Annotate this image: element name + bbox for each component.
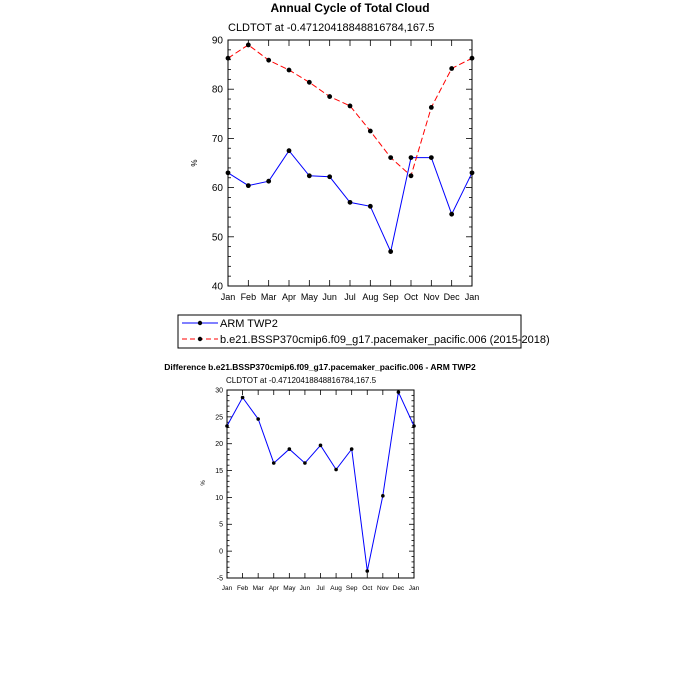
chart1-series-0-point xyxy=(449,212,454,217)
chart1-series-0-point xyxy=(287,148,292,153)
chart1-series-1-point xyxy=(348,104,353,109)
chart1-ytick-label: 50 xyxy=(211,232,223,244)
chart2-xtick-label: Sep xyxy=(345,585,358,592)
chart1-series-0-point xyxy=(388,249,393,254)
chart2-xtick-label: Jan xyxy=(408,585,420,592)
chart2-series-0-point xyxy=(365,569,369,573)
chart1-ytick-label: 40 xyxy=(211,281,223,293)
legend-label-model: b.e21.BSSP370cmip6.f09_g17.pacemaker_pacific.006 (2015-2018) xyxy=(220,334,550,346)
chart1-ytick-label: 80 xyxy=(211,84,223,96)
chart2-ytick-label: 30 xyxy=(215,387,223,395)
chart1-series-0-point xyxy=(429,155,434,160)
chart1-series-0-point xyxy=(409,155,414,160)
chart1-series-line-1 xyxy=(228,45,472,176)
chart2-xtick-label: Apr xyxy=(268,585,279,592)
chart1-xtick-label: Sep xyxy=(382,292,399,302)
chart1-series-1-point xyxy=(307,80,312,85)
legend-label-arm: ARM TWP2 xyxy=(220,318,278,330)
chart1-series-1-point xyxy=(266,58,271,63)
chart1-series-1-point xyxy=(449,66,454,71)
chart2-xtick-label: Aug xyxy=(330,585,342,592)
chart1-xtick-label: Jan xyxy=(464,292,480,302)
chart2-xtick-label: Feb xyxy=(236,585,249,592)
chart1-xtick-label: Jul xyxy=(344,292,356,302)
chart1-xtick-label: Jun xyxy=(322,292,337,302)
chart1-series-0-point xyxy=(348,200,353,205)
chart2-ytick-label: 15 xyxy=(215,468,223,476)
chart1-series-1-point xyxy=(368,129,373,134)
chart2-xtick-label: Mar xyxy=(252,585,264,592)
chart2-ytick-label: 0 xyxy=(219,548,223,556)
chart2-ytick-label: -5 xyxy=(216,575,223,583)
chart2-series-0-point xyxy=(412,424,416,428)
chart2-series-0-point xyxy=(225,424,229,428)
chart1-series-1-point xyxy=(388,155,393,160)
chart2-series-0-point xyxy=(272,461,276,465)
chart1-ytick-label: 60 xyxy=(211,183,223,195)
chart1-xtick-label: Nov xyxy=(423,292,440,302)
chart2-series xyxy=(225,390,416,572)
chart1-series-0-point xyxy=(266,179,271,184)
chart2-plot-frame xyxy=(227,390,414,578)
chart2-xtick-label: Jan xyxy=(221,585,233,592)
chart1-legend xyxy=(178,315,550,348)
chart1-series-0-point xyxy=(246,183,251,188)
chart2-axes xyxy=(215,387,419,592)
chart1-xtick-label: Aug xyxy=(362,292,379,302)
chart2-subtitle: CLDTOT at -0.47120418848816784,167.5 xyxy=(226,376,377,385)
chart2-xtick-label: Nov xyxy=(377,585,389,592)
chart1-xtick-label: Feb xyxy=(240,292,257,302)
chart1-xtick-label: Mar xyxy=(260,292,277,302)
chart1-series-0-point xyxy=(368,204,373,209)
chart1-series-1-point xyxy=(470,56,475,61)
chart2-series-0-point xyxy=(288,447,292,451)
chart2-series-0-point xyxy=(334,468,338,472)
chart1-series-1-point xyxy=(429,105,434,110)
chart2-xtick-label: May xyxy=(283,585,296,592)
chart1-series-1-point xyxy=(287,68,292,73)
chart2-series-0-point xyxy=(319,444,323,448)
chart2-series-0-point xyxy=(241,396,245,400)
chart1-series-1-point xyxy=(246,43,251,48)
chart2-series-line-0 xyxy=(227,392,414,571)
chart1-xtick-label: May xyxy=(300,292,318,302)
chart1-series-1-point xyxy=(226,56,231,61)
chart1-series-1-point xyxy=(327,94,332,99)
chart2-series-0-point xyxy=(397,390,401,394)
chart2-xtick-label: Jul xyxy=(316,585,325,592)
chart1-axes xyxy=(212,36,479,303)
chart1-series-0-point xyxy=(226,170,231,175)
chart2-xtick-label: Oct xyxy=(362,585,373,592)
chart2-ytick-label: 25 xyxy=(215,414,223,422)
chart1-title: Annual Cycle of Total Cloud xyxy=(270,1,430,15)
chart1-series-0-point xyxy=(307,173,312,178)
chart2-series-0-point xyxy=(256,417,260,421)
chart1-xtick-label: Dec xyxy=(443,292,460,302)
chart1-series-0-point xyxy=(327,174,332,179)
chart2-ytick-label: 20 xyxy=(215,441,223,449)
chart2-xtick-label: Jun xyxy=(299,585,311,592)
legend-marker-arm xyxy=(198,321,202,325)
chart1-series-0-point xyxy=(470,170,475,175)
chart1-ytick-label: 90 xyxy=(211,35,223,47)
chart1-series xyxy=(226,43,475,254)
chart1-xtick-label: Oct xyxy=(403,292,419,302)
chart1-plot-frame xyxy=(228,40,472,286)
chart2-ytick-label: 10 xyxy=(215,494,223,502)
chart2-ytick-label: 5 xyxy=(219,521,223,529)
chart1-ytick-label: 70 xyxy=(211,133,223,145)
chart1-subtitle: CLDTOT at -0.47120418848816784,167.5 xyxy=(228,22,435,34)
chart1-xtick-label: Jan xyxy=(220,292,236,302)
chart2-series-0-point xyxy=(381,494,385,498)
chart2-ylabel: % xyxy=(201,480,207,486)
chart2-series-0-point xyxy=(350,447,354,451)
chart2-xtick-label: Dec xyxy=(392,585,405,592)
chart1-xtick-label: Apr xyxy=(281,292,297,302)
chart2-series-0-point xyxy=(303,461,307,465)
chart1-ylabel: % xyxy=(190,159,199,167)
chart2-title: Difference b.e21.BSSP370cmip6.f09_g17.pacemaker_pacific.006 - ARM TWP2 xyxy=(164,362,476,372)
legend-marker-model xyxy=(198,337,202,341)
chart1-series-1-point xyxy=(409,173,414,178)
